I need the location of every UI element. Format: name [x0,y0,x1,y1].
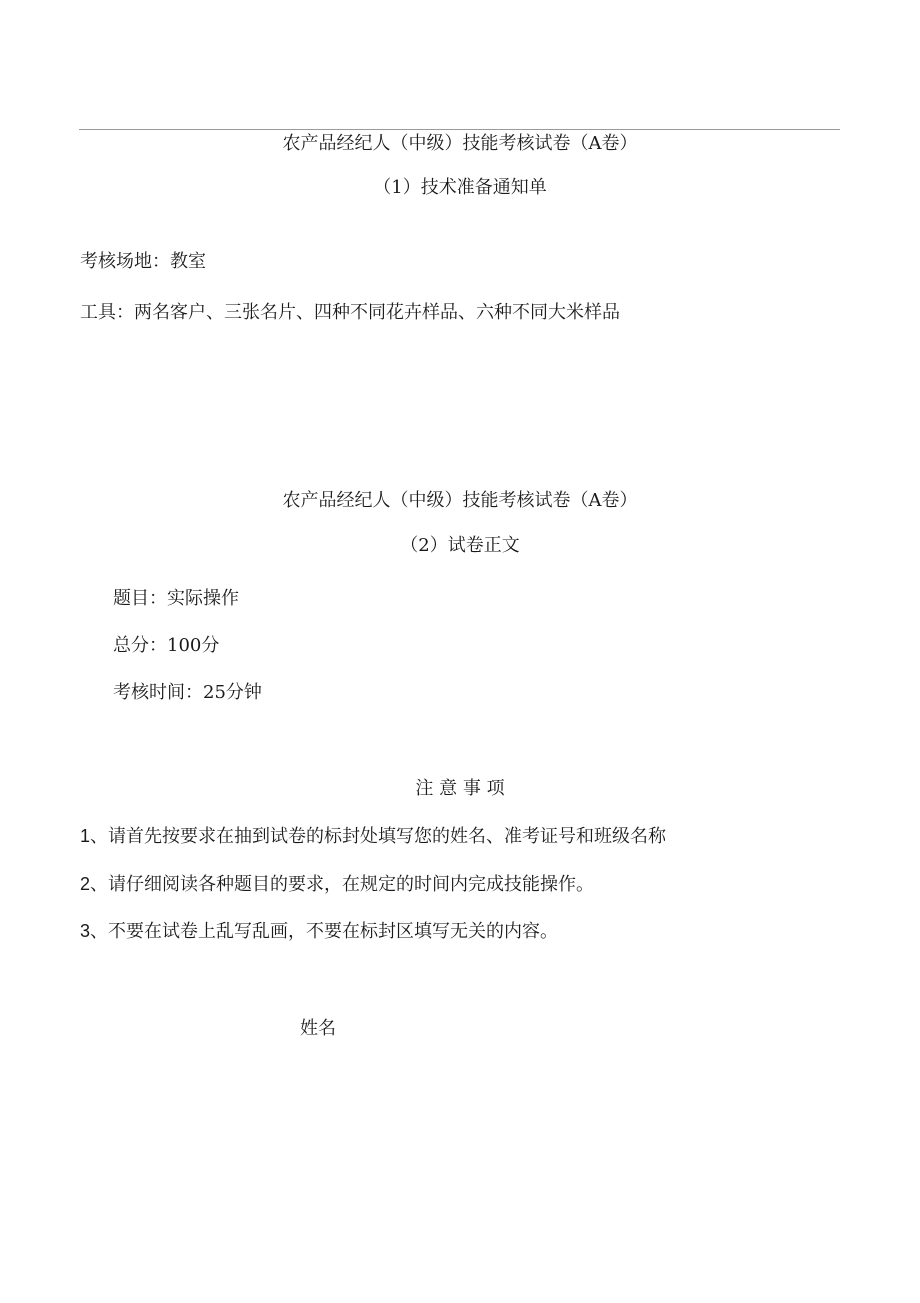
notice-heading: 注 意 事 项 [415,778,505,799]
time-line: 考核时间：25分钟 [113,682,262,703]
section1-title: 农产品经纪人（中级）技能考核试卷（A卷） [282,133,638,154]
notice-item-number: 3 [80,921,91,941]
notice-item [80,920,558,943]
tools-line: 工具：两名客户、三张名片、四种不同花卉样品、六种不同大米样品 [80,302,620,323]
notice-item [80,825,666,848]
header-rule [79,129,840,130]
score-line: 总分：100分 [113,635,220,656]
notice-item-number: 1 [80,826,91,846]
notice-item [80,873,594,896]
notice-item-text: 、不要在试卷上乱写乱画，不要在标封区填写无关的内容。 [90,921,559,942]
venue-line: 考核场地：教室 [80,251,206,272]
section2-title: 农产品经纪人（中级）技能考核试卷（A卷） [282,490,638,511]
section1-subtitle: （1）技术准备通知单 [373,177,547,198]
name-label: 姓名 [300,1018,336,1039]
notice-item-number: 2 [80,874,91,894]
notice-item-text: 、请首先按要求在抽到试卷的标封处填写您的姓名、准考证号和班级名称 [90,826,667,847]
notice-item-text: 、请仔细阅读各种题目的要求，在规定的时间内完成技能操作。 [90,874,595,895]
section2-subtitle: （2）试卷正文 [400,535,520,556]
topic-line: 题目：实际操作 [113,588,239,609]
